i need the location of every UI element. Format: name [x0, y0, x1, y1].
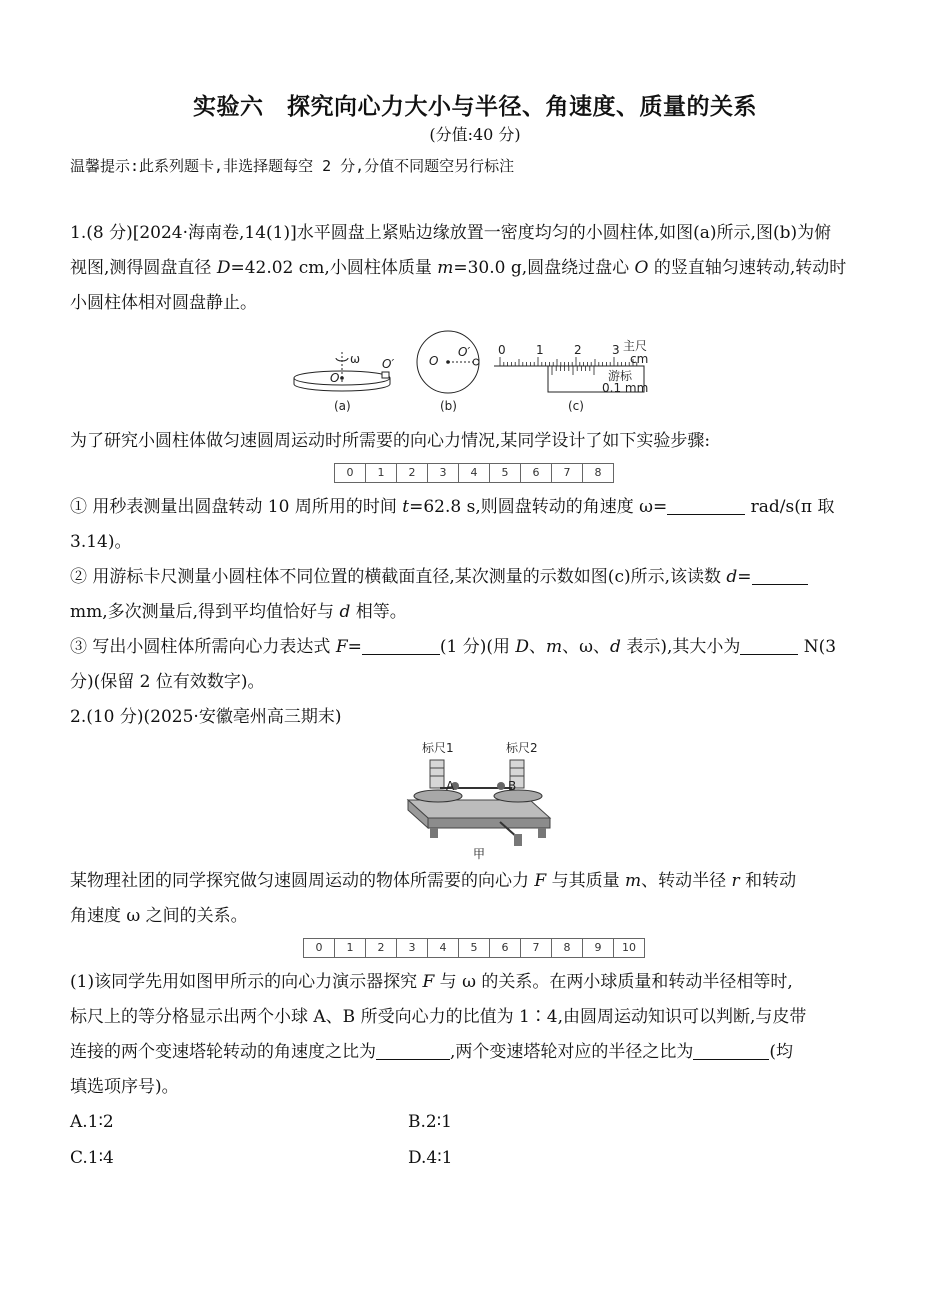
answer-blank-omega[interactable] — [667, 497, 745, 515]
fig-a-O-prime: O′ — [382, 357, 395, 371]
fig-a-omega: ω — [350, 352, 361, 366]
q1-scale-cell: 1 — [366, 464, 397, 482]
q2-line2: 角速度 ω 之间的关系。 — [70, 906, 248, 926]
q2-scale-cell: 9 — [583, 939, 614, 957]
q1-line3: 小圆柱体相对圆盘静止。 — [70, 293, 257, 313]
fig-b-label: (b) — [440, 399, 457, 413]
q2-scale-cell: 4 — [428, 939, 459, 957]
q1-scale-cell: 0 — [335, 464, 366, 482]
q2-scale-cell: 6 — [490, 939, 521, 957]
option-C[interactable]: C.1∶4 — [70, 1148, 114, 1168]
option-D[interactable]: D.4∶1 — [408, 1148, 453, 1168]
q1-scale-cell: 5 — [490, 464, 521, 482]
q2-scale-cell: 10 — [622, 941, 636, 954]
option-A[interactable]: A.1∶2 — [70, 1112, 114, 1132]
q2-figure-centripetal-apparatus — [400, 738, 560, 863]
fig-a-label: (a) — [334, 399, 351, 413]
vernier-tick-3: 3 — [612, 343, 620, 357]
q1-statement — [70, 216, 882, 321]
q2-line1: 某物理社团的同学探究做匀速圆周运动的物体所需要的向心力 F 与其质量 m、转动半径 r 和转动 — [70, 871, 797, 891]
q1-scale-cell: 8 — [594, 466, 602, 479]
q2-scale-cell: 0 — [304, 939, 335, 957]
q1-step1: ① 用秒表测量出圆盘转动 10 周所用的时间 t=62.8 s,则圆盘转动的角速度 ω= rad/s(π 取 — [70, 497, 835, 517]
figure-b-top-view — [417, 331, 479, 413]
q2-scale-cell: 3 — [397, 939, 428, 957]
answer-blank-omega-ratio[interactable] — [376, 1042, 450, 1060]
ball-B-label: B — [508, 779, 517, 793]
q2-p1-line1: (1)该同学先用如图甲所示的向心力演示器探究 F 与 ω 的关系。在两小球质量和转动半径相等时, — [70, 972, 793, 992]
score-subtitle: (分值:40 分) — [429, 125, 521, 144]
q2-header: 2.(10 分)(2025·安徽亳州高三期末) — [70, 707, 342, 727]
fig-a-O: O — [330, 371, 340, 385]
q1-figure — [290, 330, 670, 420]
q1-step1-cont: 3.14)。 — [70, 532, 132, 552]
q1-line2: 视图,测得圆盘直径 D=42.02 cm,小圆柱体质量 m=30.0 g,圆盘绕过盘心 O 的竖直轴匀速转动,转动时 — [70, 258, 847, 278]
tip-text: 温馨提示:此系列题卡,非选择题每空 2 分,分值不同题空另行标注 — [70, 157, 515, 175]
q1-steps — [70, 490, 882, 700]
q1-scale-cell: 7 — [552, 464, 583, 482]
vernier-tick-0: 0 — [498, 343, 506, 357]
vernier-label: 游标 — [608, 369, 633, 383]
cm-label: cm — [630, 352, 649, 366]
q2-scale-cell: 5 — [459, 939, 490, 957]
figure-caption-jia: 甲 — [473, 847, 486, 861]
q1-scale-cell: 3 — [428, 464, 459, 482]
answer-blank-F-value[interactable] — [740, 637, 798, 655]
vernier-tick-2: 2 — [574, 343, 582, 357]
q1-scale-cell: 2 — [397, 464, 428, 482]
answer-blank-d[interactable] — [752, 567, 808, 585]
answer-blank-radius-ratio[interactable] — [693, 1042, 769, 1060]
precision-label: 0.1 mm — [602, 381, 649, 395]
q2-statement — [70, 864, 882, 934]
q2-scale-cell: 8 — [552, 939, 583, 957]
q2-scale-cell: 1 — [335, 939, 366, 957]
q1-step3-cont: 分)(保留 2 位有效数字)。 — [70, 672, 265, 692]
q1-step2: ② 用游标卡尺测量小圆柱体不同位置的横截面直径,某次测量的示数如图(c)所示,该读数 d= — [70, 560, 882, 595]
ruler1-label: 标尺1 — [422, 741, 454, 755]
q2-part1 — [70, 965, 882, 1105]
q2-p1-line3: 连接的两个变速塔轮转动的角速度之比为 ,两个变速塔轮对应的半径之比为 (均 — [70, 1042, 794, 1062]
q2-scale-cell: 2 — [366, 939, 397, 957]
vernier-tick-1: 1 — [536, 343, 544, 357]
ball-A-label: A — [446, 779, 455, 793]
answer-blank-F-expression[interactable] — [362, 637, 440, 655]
q2-p1-line2: 标尺上的等分格显示出两个小球 A、B 所受向心力的比值为 1∶4,由圆周运动知识可以判断,与皮带 — [70, 1007, 807, 1027]
main-scale-label: 主尺 — [623, 339, 648, 353]
option-B[interactable]: B.2∶1 — [408, 1112, 452, 1132]
fig-c-label: (c) — [568, 399, 584, 413]
q2-scale-cell: 7 — [521, 939, 552, 957]
fig-b-O-prime: O′ — [458, 345, 471, 359]
q1-scale-cell: 4 — [459, 464, 490, 482]
q1-intro: 为了研究小圆柱体做匀速圆周运动时所需要的向心力情况,某同学设计了如下实验步骤: — [70, 431, 711, 451]
q1-line1: 1.(8 分)[2024·海南卷,14(1)]水平圆盘上紧贴边缘放置一密度均匀的小圆柱体,如图(a)所示,图(b)为俯 — [70, 223, 832, 243]
q2-scale-bar — [303, 938, 645, 958]
ruler2-label: 标尺2 — [506, 741, 538, 755]
fig-b-O: O — [429, 354, 439, 368]
q1-step3: ③ 写出小圆柱体所需向心力表达式 F= (1 分)(用 D、m、ω、d 表示),其大小为 N(3 — [70, 637, 837, 657]
q2-p1-line4: 填选项序号)。 — [70, 1077, 179, 1097]
q1-scale-cell: 6 — [521, 464, 552, 482]
q1-step2-cont: mm,多次测量后,得到平均值恰好与 d 相等。 — [70, 602, 407, 622]
figure-c-vernier — [494, 339, 648, 413]
q1-scale-bar — [334, 463, 614, 483]
page-title: 实验六 探究向心力大小与半径、角速度、质量的关系 — [193, 94, 757, 120]
figure-a-turntable — [294, 352, 394, 413]
